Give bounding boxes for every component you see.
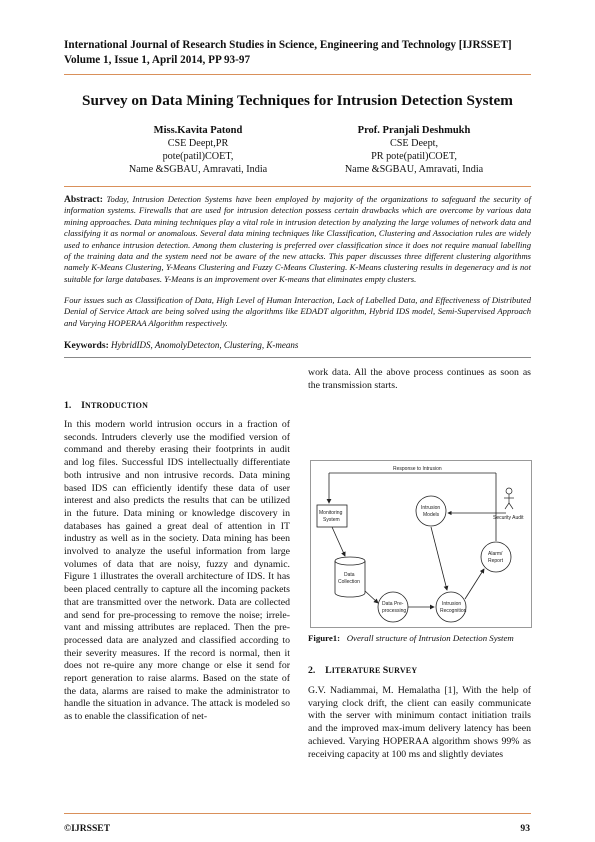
page-number: 93 <box>520 823 530 834</box>
author-1-affil-1: CSE Deept,PR <box>167 138 229 149</box>
ids-architecture-diagram <box>311 461 531 627</box>
recog-label-2: Recognition <box>440 608 467 614</box>
footer-rule <box>64 813 531 814</box>
section-2-title-initial: L <box>325 665 332 676</box>
section-1-title <box>81 400 148 411</box>
intrusion-recognition-circle <box>436 592 466 622</box>
keywords <box>64 340 531 351</box>
keywords-label: Keywords: <box>64 340 109 351</box>
pre-label-1: Data Pre- <box>382 601 404 607</box>
author-1-affil-3: Name &SGBAU, Amravati, India <box>128 164 268 175</box>
alarm-report-circle <box>481 542 511 572</box>
abstract-paragraph-2: Four issues such as Classification of Data, High Level of Human Interaction, Lack of Labelled Data, and Effectiveness of Distributed Denial of Service Attack are being solved using the algorithms like EDADT algorithm, Hybrid IDS model, Semi-Supervised Approach and Varying HOPERAA Algorithm respectively. <box>64 295 531 328</box>
audit-label: Security Audit <box>493 515 524 521</box>
header-rule <box>64 74 531 75</box>
section-2-title <box>325 665 417 676</box>
footer-copyright: ©IJRSSET <box>64 823 111 834</box>
pre-label-2: processing <box>382 608 407 614</box>
section-2-heading <box>308 665 531 678</box>
section-2-body: G.V. Nadiammai, M. Hemalatha [1], With the help of varying clock drift, the client can easily communicate with the server with minimum contact initiation trails and the improved max-imum delivery latency has been achieved. Varying HOPERAA algorithm shows 99% as receiving capacity at 100 ms and slightly deviates <box>308 685 531 760</box>
section-1-heading <box>64 400 290 413</box>
author-2-affil-1: CSE Deept, <box>389 138 439 149</box>
section-1-title-initial: I <box>81 400 85 411</box>
abstract-text: Today, Intrusion Detection Systems have been employed by majority of the organizations to safeguard the security of information systems. Firewalls that are used for intrusion detection possess certain drawbacks which are overcome by various data mining approaches. Data mining techniques play a vital role in intrusion detection by analyzing the large volumes of network data and classifying it as normal or anomalous. Several data mining techniques like Classification, Clustering and Association rules are widely used to enhance intrusion detection. Among them clustering is preferred over classification since it does not require manual labelling of the training data and the system need not be aware of the new attacks. This paper discusses three different clustering algorithms namely K-Means Clustering, Y-Means Clustering and Fuzzy C-Means Clustering. K-Means clustering results in degeneracy and is not suitable for large databases. Y-Means is an improvement over K-means that eliminates empty clusters. <box>64 194 531 284</box>
abstract <box>64 194 531 285</box>
security-audit-actor-icon <box>504 488 514 509</box>
section-1-body-continued: work data. All the above process continues as soon as the transmission starts. <box>308 367 531 391</box>
data-preprocessing-circle <box>378 592 408 622</box>
data-label-1: Data <box>344 572 355 578</box>
section-2-title-rest-2: URVEY <box>388 666 418 675</box>
monitoring-label-1: Monitoring <box>319 510 343 516</box>
keywords-text: HybridIDS, AnomolyDetecton, Clustering, K-means <box>111 340 299 350</box>
caption-label: Figure1: <box>308 633 341 643</box>
alarm-label-2: Report <box>488 558 504 564</box>
journal-header <box>64 38 534 68</box>
intrusion-models-circle <box>416 496 446 526</box>
author-2-affil-3: Name &SGBAU, Amravati, India <box>344 164 484 175</box>
alarm-label-1: Alarm/ <box>488 551 503 557</box>
monitoring-system-box <box>317 505 347 527</box>
author-2-name: Prof. Pranjali Deshmukh <box>357 125 471 136</box>
section-2-title-initial-2: S <box>382 665 389 676</box>
journal-title: International Journal of Research Studies in Science, Engineering and Technology [IJRSSET] <box>64 39 512 51</box>
models-label-2: Models <box>423 512 440 518</box>
section-1-number: 1. <box>64 400 72 411</box>
section-1-title-rest: NTRODUCTION <box>84 401 149 410</box>
section-2-number: 2. <box>308 665 316 676</box>
section-1-body: In this modern world intrusion occurs in a fraction of seconds. Intruders cleverly use the modified version of command and thereby erasing their footprints in audit and log files. Successful IDS intellectually differentiate both intrusive and non intrusive records. Data mining based IDS can efficiently identify these data of user interest and also predicts the results that can be utilized in the future. Data mining or knowledge discovery in databases has gained a great deal of attention in IT industry as well as in the society. Data mining has been involved to analyze the useful information from large volumes of data that are noisy, fuzzy and dynamic. Figure 1 illustrates the overall architecture of IDS. It has been placed centrally to capture all the incoming packets that are transmitted over the network. Data are collected and send for pre-processing to remove the noise; irrele-vant and missing attributes are replaced. Then the pre-processed data are analyzed and classified according to their severity measures. If the record is normal, then it does not re-quire any more change or else it send for report generation to raise alarms. Based on the state of the data, alarms are raised to make the administrator to handle the situation in advance. The attack is modeled so as to enable the classification of net- <box>64 419 290 723</box>
journal-volume: Volume 1, Issue 1, April 2014, PP 93-97 <box>64 54 251 66</box>
author-1-affil-2: pote(patil)COET, <box>162 151 234 162</box>
figure-1-caption <box>308 633 531 645</box>
author-2-affil-2: PR pote(patil)COET, <box>371 151 457 162</box>
response-label: Response to Intrusion <box>393 466 442 472</box>
figure-1 <box>310 460 532 628</box>
data-label-2: Collection <box>338 579 360 585</box>
recog-label-1: Intrusion <box>442 601 462 607</box>
author-1 <box>88 124 308 176</box>
section-rule <box>64 357 531 358</box>
author-2 <box>304 124 524 176</box>
section-2-title-rest: ITERATURE <box>331 666 383 675</box>
caption-text: Overall structure of Intrusion Detection System <box>346 633 514 643</box>
paper-title: Survey on Data Mining Techniques for Intrusion Detection System <box>82 92 513 109</box>
author-1-name: Miss.Kavita Patond <box>153 125 243 136</box>
models-label-1: Intrusion <box>421 505 441 511</box>
monitoring-label-2: System <box>323 517 340 523</box>
abstract-rule <box>64 186 531 187</box>
abstract-label: Abstract: <box>64 194 103 205</box>
